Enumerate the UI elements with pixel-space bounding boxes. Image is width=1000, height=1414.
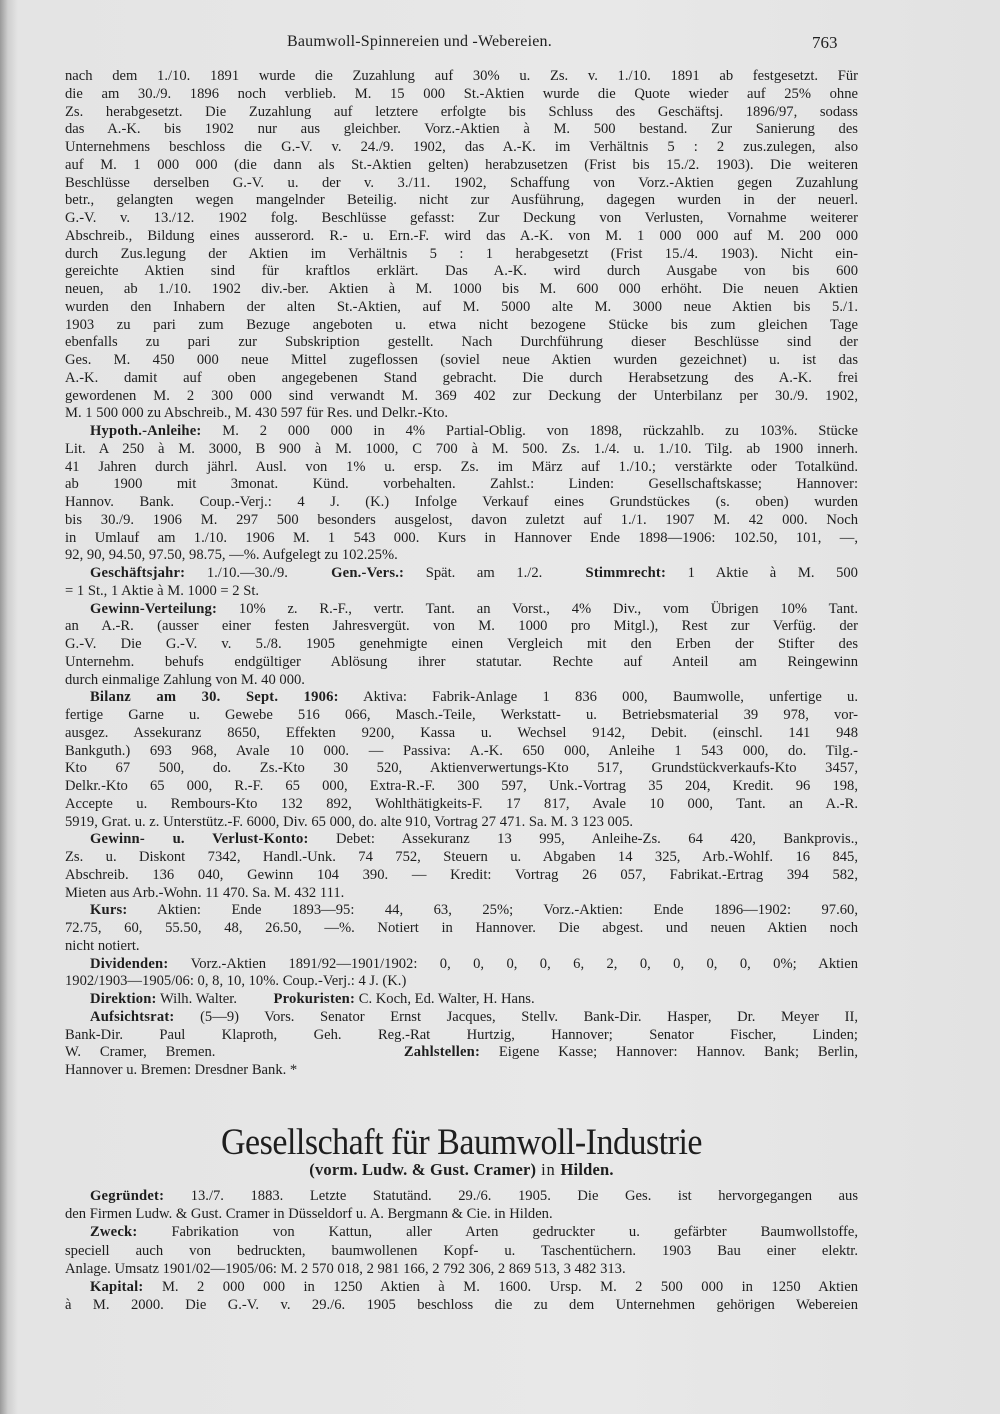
text-segment: 92, 90, 94.50, 97.50, 98.75, —%. Aufgelegt zu 102.25%. <box>65 547 398 564</box>
text-segment: bis 30./9. 1906 M. 297 500 besonders ausgelost, davon zuletzt auf 1./1. 1907 M. 42 000. Noch <box>65 511 858 528</box>
text-line <box>65 441 858 459</box>
paragraph <box>65 902 858 955</box>
running-header <box>0 33 1000 55</box>
text-line <box>65 991 858 1009</box>
section-label: Gewinn-Verteilung: <box>90 600 218 617</box>
section-label: Dividenden: <box>90 955 169 972</box>
text-segment: durch einmalige Zahlung von M. 40 000. <box>65 671 305 688</box>
text-line <box>65 192 858 210</box>
text-segment: Debet: Assekuranz 13 995, Anleihe-Zs. 64 420, Bankprovis., <box>308 831 858 848</box>
paragraph <box>65 423 858 565</box>
text-segment: Vorz.-Aktien 1891/92—1901/1902: 0, 0, 0, 0, 6, 2, 0, 0, 0, 0, 0%; Aktien <box>168 955 858 972</box>
text-line <box>65 707 858 725</box>
text-segment: M. 2 000 000 in 4% Partial-Oblig. von 1898, rückzahlb. zu 103%. Stücke <box>201 423 858 439</box>
text-segment: das A.-K. bis 1902 nur aus gleichber. Vorz.-Aktien à M. 500 bestand. Zur Sanierung des <box>65 121 858 138</box>
text-line <box>65 104 858 122</box>
text-segment: Spät. am 1./2. <box>404 565 586 581</box>
company-entry-continued <box>65 68 858 1080</box>
paragraph <box>65 831 858 902</box>
section-label: Hypoth.-Anleihe: <box>90 423 202 439</box>
text-segment: Bank-Dir. Paul Klaproth, Geh. Reg.-Rat Hurtzig, Hannover; Senator Fischer, Linden; <box>65 1026 858 1043</box>
company-entry-new <box>65 1187 858 1314</box>
section-label: Prokuristen: <box>273 991 356 1007</box>
text-line <box>65 885 858 903</box>
section-label: Gen.-Vers.: <box>331 565 405 581</box>
section-label: Bilanz am 30. Sept. 1906: <box>90 689 339 706</box>
text-segment: 5919, Grat. u. z. Unterstütz.-F. 6000, Div. 65 000, do. alte 910, Vortrag 27 471. Sa. M. 3 123 005. <box>65 813 634 830</box>
paragraph <box>65 689 858 831</box>
text-line <box>65 743 858 761</box>
text-segment: auf M. 1 000 000 (die dann als St.-Aktien gelten) herabzusetzen (Frist bis 15./2. 1903). Die weiteren <box>65 156 858 173</box>
text-line <box>65 920 858 938</box>
text-line <box>65 405 858 423</box>
text-line <box>65 139 858 157</box>
text-line <box>65 725 858 743</box>
text-segment: 1903 zu pari zum Bezuge angeboten u. etwa nicht bezogene Stücke bis zum gleichen Tage <box>65 316 858 333</box>
text-line <box>65 210 858 228</box>
text-segment: nicht notiert. <box>65 937 140 954</box>
text-segment: ausgez. Assekuranz 8650, Effekten 9200, Kassa u. Wechsel 9142, Debit. (einschl. 141 948 <box>65 724 858 741</box>
section-label: Gewinn- u. Verlust-Konto: <box>90 831 309 848</box>
text-segment: Eigene Kasse; Hannover: Hannov. Bank; Berlin, <box>480 1044 858 1061</box>
text-line <box>65 86 858 104</box>
text-segment: G.-V. v. 13./12. 1902 folg. Beschlüsse gefasst: Zur Deckung von Verlusten, Vornahme weiterer <box>65 210 858 226</box>
text-segment: W. Cramer, Bremen. <box>65 1044 404 1061</box>
text-segment: Hannover u. Bremen: Dresdner Bank. * <box>65 1062 298 1078</box>
text-segment: à M. 2000. Die G.-V. v. 29./6. 1905 beschloss die zu dem Unternehmen gehörigen Webereien <box>65 1297 858 1314</box>
paragraph <box>65 1009 858 1080</box>
text-line <box>65 831 858 849</box>
paragraph <box>65 68 858 423</box>
text-line <box>65 423 858 441</box>
text-line <box>65 1260 858 1278</box>
text-line <box>65 849 858 867</box>
text-segment: Unternehmens beschloss die G.-V. v. 24./9. 1902, das A.-K. im Verhältnis 5 : 2 zus.zulegen, also <box>65 139 858 155</box>
text-line <box>65 796 858 814</box>
text-segment: Kto 67 500, do. Zs.-Kto 30 520, Aktienverwertungs-Kto 517, Grundstückverkaufs-Kto 3457, <box>65 760 858 777</box>
text-line <box>65 157 858 175</box>
section-label: Zweck: <box>90 1224 138 1241</box>
text-segment: die am 30./9. 1896 noch verblieb. M. 15 000 St.-Aktien wurde die Quote wieder auf 25% ohne <box>65 85 858 102</box>
text-line <box>65 317 858 335</box>
text-segment: 13./7. 1883. Letzte Statutänd. 29./6. 1905. Die Ges. ist hervorgegangen aus <box>164 1188 858 1204</box>
text-segment: = 1 St., 1 Aktie à M. 1000 = 2 St. <box>65 582 260 599</box>
text-line <box>65 601 858 619</box>
text-segment: fertige Garne u. Gewebe 516 066, Masch.-Teile, Werkstatt- u. Betriebsmaterial 39 978, vor- <box>65 707 858 723</box>
text-line <box>65 814 858 832</box>
text-line <box>65 973 858 991</box>
paragraph <box>65 1223 858 1278</box>
text-segment: ab 1900 mit 3monat. Künd. vorbehalten. Zahlst.: Linden: Gesellschaftskasse; Hannover: <box>65 476 858 493</box>
text-segment: A.-K. damit auf oben angegebenen Stand gebracht. Die durch Herabsetzung des A.-K. frei <box>65 369 858 386</box>
text-line <box>65 1187 858 1205</box>
text-segment: Delkr.-Kto 65 000, R.-F. 65 000, Extra-R.-F. 300 597, Unk.-Vortrag 35 204, Kredit. 96 198, <box>65 778 858 794</box>
section-label: Gegründet: <box>90 1188 165 1204</box>
text-line <box>65 175 858 193</box>
text-line <box>65 512 858 530</box>
text-segment: Zs. u. Diskont 7342, Handl.-Unk. 74 752, Steuern u. Abgaben 14 325, Arb.-Wohlf. 16 845, <box>65 849 858 865</box>
text-line <box>65 1009 858 1027</box>
text-line <box>65 760 858 778</box>
company-subtitle <box>65 1160 858 1180</box>
section-label: Direktion: <box>90 991 157 1007</box>
text-segment: Aktien: Ende 1893—95: 44, 63, 25%; Vorz.-Aktien: Ende 1896—1902: 97.60, <box>127 902 858 919</box>
text-segment: an A.-R. (ausser einer festen Jahresvergüt. von M. 1000 pro Mitgl.), Rest zur Verfüg. der <box>65 618 858 635</box>
paragraph <box>65 1187 858 1223</box>
text-line <box>65 370 858 388</box>
text-line <box>65 121 858 139</box>
company-location: Hilden. <box>560 1160 614 1179</box>
text-line <box>65 672 858 690</box>
subtitle-connector: in <box>536 1160 561 1179</box>
text-line <box>65 494 858 512</box>
text-line <box>65 1044 858 1062</box>
text-segment: 1 Aktie à M. 500 <box>666 565 858 581</box>
text-segment: C. Koch, Ed. Walter, H. Hans. <box>355 991 535 1007</box>
text-segment: Abschreib. 136 040, Gewinn 104 390. — Kredit: Vortrag 26 057, Fabrikat.-Ertrag 394 582, <box>65 866 858 883</box>
paragraph <box>65 991 858 1009</box>
paragraph <box>65 601 858 690</box>
text-line <box>65 1296 858 1314</box>
text-segment: Abschreib., Bildung eines ausserord. R.- u. Ern.-F. wird das A.-K. von M. 1 000 000 auf M. 200 000 <box>65 227 858 244</box>
text-line <box>65 299 858 317</box>
section-label: Geschäftsjahr: <box>90 565 186 581</box>
text-line <box>65 334 858 352</box>
text-segment: wurden den Inhabern der alten St.-Aktien, auf M. 5000 alte M. 3000 neue Aktien bis 5./1. <box>65 298 858 315</box>
text-line <box>65 352 858 370</box>
text-segment: 10% z. R.-F., vertr. Tant. an Vorst., 4% Div., vom Übrigen 10% Tant. <box>217 600 858 617</box>
section-label: Aufsichtsrat: <box>90 1008 175 1025</box>
text-line <box>65 902 858 920</box>
text-line <box>65 388 858 406</box>
text-line <box>65 956 858 974</box>
text-segment: in Umlauf am 1./10. 1906 M. 1 543 000. Kurs in Hannover Ende 1898—1906: 102.50, 101, —, <box>65 529 858 546</box>
text-line <box>65 1027 858 1045</box>
page-number: 763 <box>812 33 838 52</box>
text-segment: 72.75, 60, 55.50, 48, 26.50, —%. Notiert in Hannover. Die abgest. und neuen Aktien noch <box>65 920 858 936</box>
text-segment: (5—9) Vors. Senator Ernst Jacques, Stellv. Bank-Dir. Hasper, Dr. Meyer II, <box>174 1008 858 1025</box>
text-segment: durch Zus.legung der Aktien im Verhältnis 5 : 1 herabgesetzt (Frist 15./4. 1903). Nicht ein- <box>65 245 858 262</box>
paragraph <box>65 565 858 601</box>
text-segment: Accepte u. Rembours-Kto 132 892, Wohlthätigkeits-F. 17 817, Avale 10 000, Tant. an A.-R. <box>65 795 858 812</box>
text-line <box>65 1205 858 1223</box>
section-label: Stimmrecht: <box>585 565 667 581</box>
text-line <box>65 1223 858 1241</box>
text-segment: Fabrikation von Kattun, aller Arten gedruckter u. gefärbter Baumwollstoffe, <box>137 1224 858 1241</box>
text-line <box>65 778 858 796</box>
text-line <box>65 583 858 601</box>
text-segment: Ges. M. 450 000 neue Mittel zugeflossen (soviel neue Aktien wurden gezeichnet) u. ist das <box>65 352 858 368</box>
text-line <box>65 938 858 956</box>
text-segment: nach dem 1./10. 1891 wurde die Zuzahlung auf 30% u. Zs. v. 1./10. 1891 ab festgesetzt. Für <box>65 68 858 84</box>
paragraph <box>65 1278 858 1314</box>
text-segment: Zs. herabgesetzt. Die Zuzahlung auf letztere erfolgte bis Schluss des Geschäftsj. 1896/97, sodass <box>65 103 858 120</box>
text-line <box>65 530 858 548</box>
text-segment: 1./10.—30./9. <box>185 565 332 581</box>
text-line <box>65 1062 858 1080</box>
text-line <box>65 246 858 264</box>
text-line <box>65 281 858 299</box>
text-line <box>65 476 858 494</box>
text-segment: Lit. A 250 à M. 3000, B 900 à M. 1000, C 700 à M. 500. Zs. 1./4. u. 1./10. Tilg. ab 1900 innerh. <box>65 440 858 457</box>
text-segment: ebenfalls zu pari zur Subskription gestellt. Nach Durchführung dieser Beschlüsse sind der <box>65 334 858 351</box>
text-line <box>65 1278 858 1296</box>
text-segment: G.-V. Die G.-V. v. 5./8. 1905 genehmigte einen Vergleich mit den Erben der Stifter des <box>65 636 858 652</box>
text-segment: Bankguth.) 693 968, Avale 10 000. — Passiva: A.-K. 650 000, Anleihe 1 543 000, do. Tilg.- <box>65 742 858 759</box>
text-segment: gewordenen M. 2 300 000 sind verwandt M. 369 402 zur Deckung der Unterbilanz per 30./9. 1902, <box>65 387 858 404</box>
text-segment: Aktiva: Fabrik-Anlage 1 836 000, Baumwolle, unfertige u. <box>338 689 858 706</box>
text-segment: 41 Jahren durch jährl. Ausl. von 1% u. ersp. Zs. im März auf 1./10.; verstärkte oder Totalkünd. <box>65 458 858 475</box>
text-segment: M. 1 500 000 zu Abschreib., M. 430 597 für Res. und Delkr.-Kto. <box>65 405 449 422</box>
section-label: Kapital: <box>90 1278 144 1295</box>
text-segment: Unternehm. behufs endgültiger Ablösung ihrer statutar. Rechte auf Anteil am Reingewinn <box>65 653 858 670</box>
text-line <box>65 1242 858 1260</box>
text-segment: Hannov. Bank. Coup.-Verj.: 4 J. (K.) Infolge Verkauf eines Grundstückes (s. oben) wurden <box>65 494 858 510</box>
text-segment: gereichte Aktien sind für kraftlos erklärt. Das A.-K. wird durch Ausgabe von bis 600 <box>65 263 858 280</box>
text-line <box>65 867 858 885</box>
text-line <box>65 228 858 246</box>
text-line <box>65 618 858 636</box>
section-label: Zahlstellen: <box>403 1044 481 1061</box>
text-line <box>65 459 858 477</box>
text-segment: Anlage. Umsatz 1901/02—1905/06: M. 2 570 018, 2 981 166, 2 792 306, 2 869 513, 3 482 313. <box>65 1260 626 1277</box>
text-line <box>65 689 858 707</box>
text-line <box>65 68 858 86</box>
text-segment: Wilh. Walter. <box>156 991 274 1007</box>
company-title: Gesellschaft für Baumwoll-Industrie <box>220 1122 703 1163</box>
text-line <box>65 547 858 565</box>
text-segment: betr., gelangten wegen mangelnder Beteilig. nicht zur Ausführung, dagegen wurden in der neuerl. <box>65 192 858 209</box>
text-segment: speciell auch von bedruckten, baumwollenen Kopf- u. Taschentüchern. 1903 Bau einer elektr. <box>65 1242 858 1259</box>
text-segment: Beschlüsse derselben G.-V. u. der v. 3./11. 1902, Schaffung von Vorz.-Aktien gegen Zuzahlung <box>65 174 858 191</box>
text-segment: M. 2 000 000 in 1250 Aktien à M. 1600. Ursp. M. 2 500 000 in 1250 Aktien <box>143 1278 858 1295</box>
section-label: Kurs: <box>90 902 128 919</box>
text-segment: den Firmen Ludw. & Gust. Cramer in Düsseldorf u. A. Bergmann & Cie. in Hilden. <box>65 1206 553 1223</box>
text-segment: 1902/1903—1905/06: 0, 8, 10, 10%. Coup.-Verj.: 4 J. (K.) <box>65 973 407 990</box>
text-segment: neuen, ab 1./10. 1902 div.-ber. Aktien à M. 1000 bis M. 600 000 erhöht. Die neuen Aktien <box>65 281 858 297</box>
text-line <box>65 263 858 281</box>
paragraph <box>65 956 858 992</box>
former-firm-name: (vorm. Ludw. & Gust. Cramer) <box>309 1160 537 1179</box>
text-line <box>65 565 858 583</box>
text-line <box>65 654 858 672</box>
text-line <box>65 636 858 654</box>
running-title: Baumwoll-Spinnereien und -Webereien. <box>287 33 552 50</box>
text-segment: Mieten aus Arb.-Wohn. 11 470. Sa. M. 432 111. <box>65 884 345 901</box>
